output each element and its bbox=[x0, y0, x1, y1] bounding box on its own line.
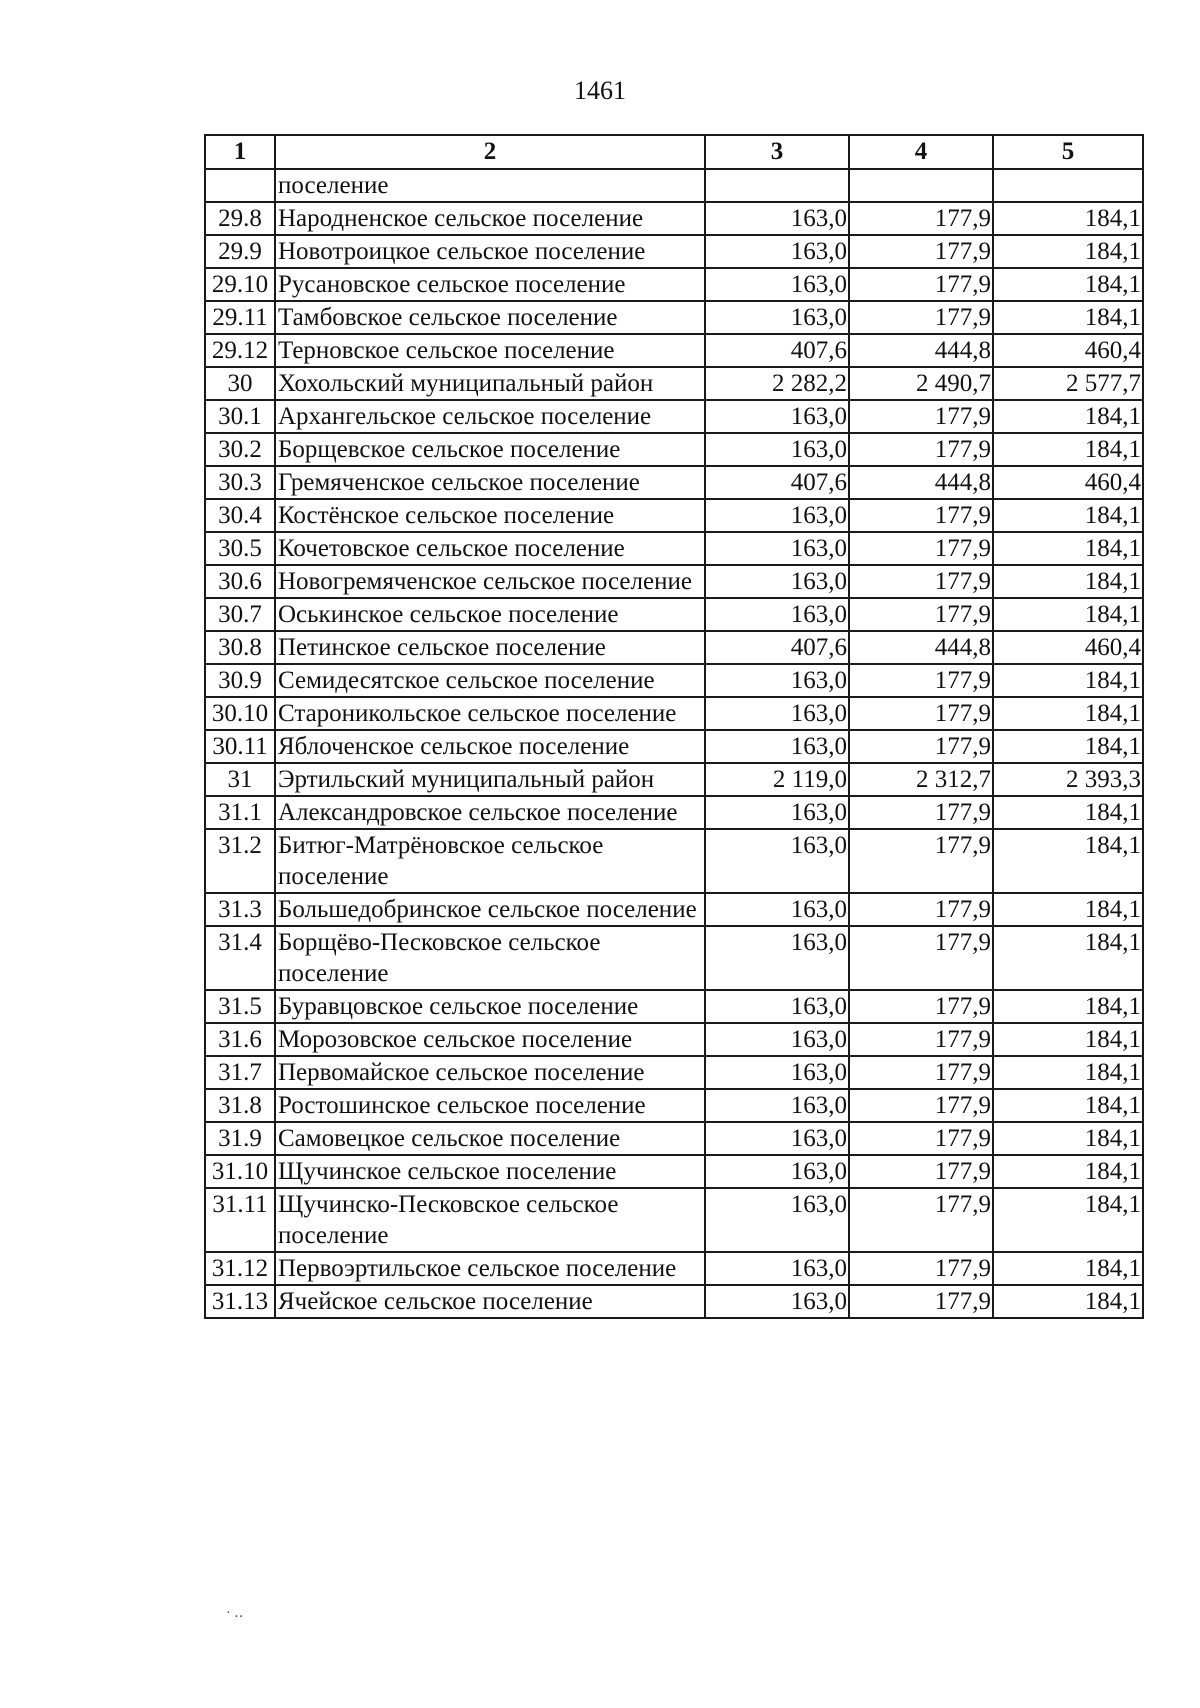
table-row bbox=[205, 763, 1143, 796]
municipality-name-cell: Костёнское сельское поселение bbox=[275, 499, 705, 532]
value-col5-cell: 184,1 bbox=[993, 796, 1143, 829]
table-row bbox=[205, 1122, 1143, 1155]
value-col3-cell: 163,0 bbox=[705, 1285, 849, 1318]
column-header-2: 2 bbox=[275, 135, 705, 169]
value-col5-cell: 184,1 bbox=[993, 433, 1143, 466]
value-col4-cell: 177,9 bbox=[849, 829, 993, 893]
table-header bbox=[205, 135, 1143, 169]
municipality-name-cell: Русановское сельское поселение bbox=[275, 268, 705, 301]
value-col4-cell: 177,9 bbox=[849, 1285, 993, 1318]
value-col5-cell: 184,1 bbox=[993, 565, 1143, 598]
value-col3-cell: 407,6 bbox=[705, 466, 849, 499]
value-col4-cell: 177,9 bbox=[849, 1252, 993, 1285]
value-col4-cell: 177,9 bbox=[849, 1122, 993, 1155]
value-col3-cell: 163,0 bbox=[705, 664, 849, 697]
row-number-cell: 30.4 bbox=[205, 499, 275, 532]
table-row bbox=[205, 565, 1143, 598]
value-col5-cell: 184,1 bbox=[993, 1285, 1143, 1318]
table-row bbox=[205, 926, 1143, 990]
municipality-name-cell: Семидесятское сельское поселение bbox=[275, 664, 705, 697]
value-col4-cell: 177,9 bbox=[849, 1089, 993, 1122]
row-number-cell: 31.4 bbox=[205, 926, 275, 990]
value-col5-cell: 184,1 bbox=[993, 202, 1143, 235]
value-col3-cell: 163,0 bbox=[705, 301, 849, 334]
municipality-name-cell: Тамбовское сельское поселение bbox=[275, 301, 705, 334]
value-col5-cell: 184,1 bbox=[993, 400, 1143, 433]
value-col3-cell: 163,0 bbox=[705, 202, 849, 235]
value-col3-cell: 163,0 bbox=[705, 1188, 849, 1252]
value-col5-cell: 184,1 bbox=[993, 598, 1143, 631]
table-row bbox=[205, 664, 1143, 697]
row-number-cell: 31.9 bbox=[205, 1122, 275, 1155]
value-col3-cell: 163,0 bbox=[705, 1056, 849, 1089]
table-row bbox=[205, 598, 1143, 631]
municipality-name-cell: Самовецкое сельское поселение bbox=[275, 1122, 705, 1155]
municipality-name-cell: Петинское сельское поселение bbox=[275, 631, 705, 664]
row-number-cell: 29.8 bbox=[205, 202, 275, 235]
value-col5-cell: 184,1 bbox=[993, 1252, 1143, 1285]
value-col4-cell: 177,9 bbox=[849, 796, 993, 829]
value-col3-cell bbox=[705, 169, 849, 202]
value-col5-cell: 184,1 bbox=[993, 1023, 1143, 1056]
table-row bbox=[205, 169, 1143, 202]
row-number-cell: 30.1 bbox=[205, 400, 275, 433]
table-row bbox=[205, 532, 1143, 565]
row-number-cell: 31.6 bbox=[205, 1023, 275, 1056]
row-number-cell: 31.12 bbox=[205, 1252, 275, 1285]
table-row bbox=[205, 631, 1143, 664]
value-col4-cell: 177,9 bbox=[849, 301, 993, 334]
value-col5-cell: 2 577,7 bbox=[993, 367, 1143, 400]
municipality-name-cell: Первоэртильское сельское поселение bbox=[275, 1252, 705, 1285]
table-row bbox=[205, 1089, 1143, 1122]
value-col4-cell: 177,9 bbox=[849, 1056, 993, 1089]
value-col4-cell: 177,9 bbox=[849, 730, 993, 763]
value-col5-cell: 184,1 bbox=[993, 730, 1143, 763]
row-number-cell: 31.1 bbox=[205, 796, 275, 829]
column-header-3: 3 bbox=[705, 135, 849, 169]
table-row bbox=[205, 1155, 1143, 1188]
value-col5-cell: 184,1 bbox=[993, 235, 1143, 268]
row-number-cell: 30.2 bbox=[205, 433, 275, 466]
value-col5-cell: 460,4 bbox=[993, 466, 1143, 499]
municipality-name-cell: Оськинское сельское поселение bbox=[275, 598, 705, 631]
value-col4-cell: 177,9 bbox=[849, 926, 993, 990]
table-row bbox=[205, 268, 1143, 301]
row-number-cell: 31.5 bbox=[205, 990, 275, 1023]
municipality-name-cell: Первомайское сельское поселение bbox=[275, 1056, 705, 1089]
table-row bbox=[205, 1285, 1143, 1318]
value-col4-cell: 2 312,7 bbox=[849, 763, 993, 796]
value-col4-cell: 444,8 bbox=[849, 466, 993, 499]
row-number-cell: 29.12 bbox=[205, 334, 275, 367]
column-header-4: 4 bbox=[849, 135, 993, 169]
row-number-cell: 30.8 bbox=[205, 631, 275, 664]
municipality-name-cell: Новотроицкое сельское поселение bbox=[275, 235, 705, 268]
value-col5-cell: 184,1 bbox=[993, 893, 1143, 926]
row-number-cell: 29.9 bbox=[205, 235, 275, 268]
value-col3-cell: 2 282,2 bbox=[705, 367, 849, 400]
value-col5-cell: 184,1 bbox=[993, 301, 1143, 334]
table-row bbox=[205, 829, 1143, 893]
municipality-name-cell: Ячейское сельское поселение bbox=[275, 1285, 705, 1318]
value-col4-cell: 177,9 bbox=[849, 532, 993, 565]
table-row bbox=[205, 1023, 1143, 1056]
value-col4-cell: 444,8 bbox=[849, 334, 993, 367]
row-number-cell: 30.11 bbox=[205, 730, 275, 763]
value-col5-cell: 184,1 bbox=[993, 499, 1143, 532]
value-col3-cell: 163,0 bbox=[705, 697, 849, 730]
table-row bbox=[205, 893, 1143, 926]
row-number-cell: 31.10 bbox=[205, 1155, 275, 1188]
value-col4-cell: 444,8 bbox=[849, 631, 993, 664]
value-col3-cell: 163,0 bbox=[705, 598, 849, 631]
row-number-cell: 31.8 bbox=[205, 1089, 275, 1122]
page-number: 1461 bbox=[574, 76, 626, 105]
value-col5-cell: 184,1 bbox=[993, 1122, 1143, 1155]
value-col3-cell: 163,0 bbox=[705, 268, 849, 301]
value-col4-cell: 177,9 bbox=[849, 499, 993, 532]
value-col4-cell: 177,9 bbox=[849, 565, 993, 598]
value-col4-cell: 177,9 bbox=[849, 400, 993, 433]
value-col4-cell: 177,9 bbox=[849, 1188, 993, 1252]
row-number-cell: 31.13 bbox=[205, 1285, 275, 1318]
value-col4-cell: 177,9 bbox=[849, 664, 993, 697]
municipality-name-cell: Кочетовское сельское поселение bbox=[275, 532, 705, 565]
row-number-cell: 31.11 bbox=[205, 1188, 275, 1252]
value-col4-cell: 2 490,7 bbox=[849, 367, 993, 400]
value-col4-cell: 177,9 bbox=[849, 235, 993, 268]
municipality-name-cell: Буравцовское сельское поселение bbox=[275, 990, 705, 1023]
value-col5-cell: 184,1 bbox=[993, 268, 1143, 301]
municipality-name-cell: Архангельское сельское поселение bbox=[275, 400, 705, 433]
value-col3-cell: 163,0 bbox=[705, 532, 849, 565]
table-row bbox=[205, 202, 1143, 235]
value-col5-cell: 460,4 bbox=[993, 334, 1143, 367]
table-row bbox=[205, 235, 1143, 268]
value-col3-cell: 163,0 bbox=[705, 235, 849, 268]
municipality-name-cell: Александровское сельское поселение bbox=[275, 796, 705, 829]
value-col3-cell: 2 119,0 bbox=[705, 763, 849, 796]
municipality-name-cell: Народненское сельское поселение bbox=[275, 202, 705, 235]
value-col5-cell: 184,1 bbox=[993, 1089, 1143, 1122]
header-row bbox=[205, 135, 1143, 169]
value-col4-cell: 177,9 bbox=[849, 893, 993, 926]
row-number-cell: 31.3 bbox=[205, 893, 275, 926]
value-col5-cell: 184,1 bbox=[993, 829, 1143, 893]
municipality-name-cell: Щучинское сельское поселение bbox=[275, 1155, 705, 1188]
value-col3-cell: 163,0 bbox=[705, 990, 849, 1023]
value-col3-cell: 163,0 bbox=[705, 796, 849, 829]
row-number-cell: 29.11 bbox=[205, 301, 275, 334]
table-body bbox=[205, 169, 1143, 1318]
scan-mark: · ‥ bbox=[226, 1606, 244, 1621]
value-col3-cell: 163,0 bbox=[705, 829, 849, 893]
table-row bbox=[205, 400, 1143, 433]
value-col5-cell: 184,1 bbox=[993, 990, 1143, 1023]
value-col4-cell: 177,9 bbox=[849, 433, 993, 466]
table-row bbox=[205, 697, 1143, 730]
municipality-name-cell: Эртильский муниципальный район bbox=[275, 763, 705, 796]
value-col4-cell: 177,9 bbox=[849, 268, 993, 301]
row-number-cell: 31 bbox=[205, 763, 275, 796]
value-col3-cell: 407,6 bbox=[705, 334, 849, 367]
value-col4-cell: 177,9 bbox=[849, 598, 993, 631]
value-col4-cell: 177,9 bbox=[849, 1155, 993, 1188]
table-row bbox=[205, 466, 1143, 499]
value-col4-cell: 177,9 bbox=[849, 697, 993, 730]
table-row bbox=[205, 990, 1143, 1023]
value-col5-cell: 184,1 bbox=[993, 1188, 1143, 1252]
row-number-cell: 30.10 bbox=[205, 697, 275, 730]
value-col3-cell: 163,0 bbox=[705, 433, 849, 466]
column-header-5: 5 bbox=[993, 135, 1143, 169]
value-col3-cell: 163,0 bbox=[705, 1252, 849, 1285]
budget-table bbox=[204, 134, 1144, 1319]
row-number-cell: 31.2 bbox=[205, 829, 275, 893]
municipality-name-cell: Терновское сельское поселение bbox=[275, 334, 705, 367]
value-col5-cell: 184,1 bbox=[993, 532, 1143, 565]
value-col5-cell: 184,1 bbox=[993, 926, 1143, 990]
table-row bbox=[205, 367, 1143, 400]
table-row bbox=[205, 301, 1143, 334]
value-col3-cell: 163,0 bbox=[705, 926, 849, 990]
table-row bbox=[205, 796, 1143, 829]
row-number-cell: 30.7 bbox=[205, 598, 275, 631]
value-col3-cell: 163,0 bbox=[705, 730, 849, 763]
municipality-name-cell: Борщевское сельское поселение bbox=[275, 433, 705, 466]
value-col5-cell bbox=[993, 169, 1143, 202]
row-number-cell: 30.5 bbox=[205, 532, 275, 565]
value-col4-cell: 177,9 bbox=[849, 990, 993, 1023]
row-number-cell: 30.9 bbox=[205, 664, 275, 697]
table-row bbox=[205, 730, 1143, 763]
value-col3-cell: 407,6 bbox=[705, 631, 849, 664]
value-col4-cell: 177,9 bbox=[849, 202, 993, 235]
value-col3-cell: 163,0 bbox=[705, 1155, 849, 1188]
municipality-name-cell: Морозовское сельское поселение bbox=[275, 1023, 705, 1056]
value-col5-cell: 184,1 bbox=[993, 697, 1143, 730]
municipality-name-cell: Большедобринское сельское поселение bbox=[275, 893, 705, 926]
value-col5-cell: 184,1 bbox=[993, 1155, 1143, 1188]
value-col3-cell: 163,0 bbox=[705, 1023, 849, 1056]
value-col3-cell: 163,0 bbox=[705, 1089, 849, 1122]
municipality-name-cell: Битюг-Матрёновское сельское поселение bbox=[275, 829, 705, 893]
value-col3-cell: 163,0 bbox=[705, 1122, 849, 1155]
table-row bbox=[205, 1188, 1143, 1252]
municipality-name-cell: Ростошинское сельское поселение bbox=[275, 1089, 705, 1122]
value-col4-cell bbox=[849, 169, 993, 202]
value-col3-cell: 163,0 bbox=[705, 565, 849, 598]
value-col5-cell: 184,1 bbox=[993, 664, 1143, 697]
value-col4-cell: 177,9 bbox=[849, 1023, 993, 1056]
row-number-cell: 30 bbox=[205, 367, 275, 400]
row-number-cell bbox=[205, 169, 275, 202]
value-col3-cell: 163,0 bbox=[705, 893, 849, 926]
municipality-name-cell: Новогремяченское сельское поселение bbox=[275, 565, 705, 598]
value-col3-cell: 163,0 bbox=[705, 499, 849, 532]
municipality-name-cell: Щучинско-Песковское сельское поселение bbox=[275, 1188, 705, 1252]
table-row bbox=[205, 499, 1143, 532]
table-row bbox=[205, 433, 1143, 466]
table-row bbox=[205, 1252, 1143, 1285]
row-number-cell: 30.3 bbox=[205, 466, 275, 499]
value-col5-cell: 460,4 bbox=[993, 631, 1143, 664]
row-number-cell: 30.6 bbox=[205, 565, 275, 598]
municipality-name-cell: Гремяченское сельское поселение bbox=[275, 466, 705, 499]
municipality-name-cell: поселение bbox=[275, 169, 705, 202]
row-number-cell: 29.10 bbox=[205, 268, 275, 301]
column-header-1: 1 bbox=[205, 135, 275, 169]
value-col5-cell: 184,1 bbox=[993, 1056, 1143, 1089]
municipality-name-cell: Яблоченское сельское поселение bbox=[275, 730, 705, 763]
table-row bbox=[205, 334, 1143, 367]
row-number-cell: 31.7 bbox=[205, 1056, 275, 1089]
value-col3-cell: 163,0 bbox=[705, 400, 849, 433]
municipality-name-cell: Староникольское сельское поселение bbox=[275, 697, 705, 730]
municipality-name-cell: Хохольский муниципальный район bbox=[275, 367, 705, 400]
value-col5-cell: 2 393,3 bbox=[993, 763, 1143, 796]
table-row bbox=[205, 1056, 1143, 1089]
municipality-name-cell: Борщёво-Песковское сельское поселение bbox=[275, 926, 705, 990]
